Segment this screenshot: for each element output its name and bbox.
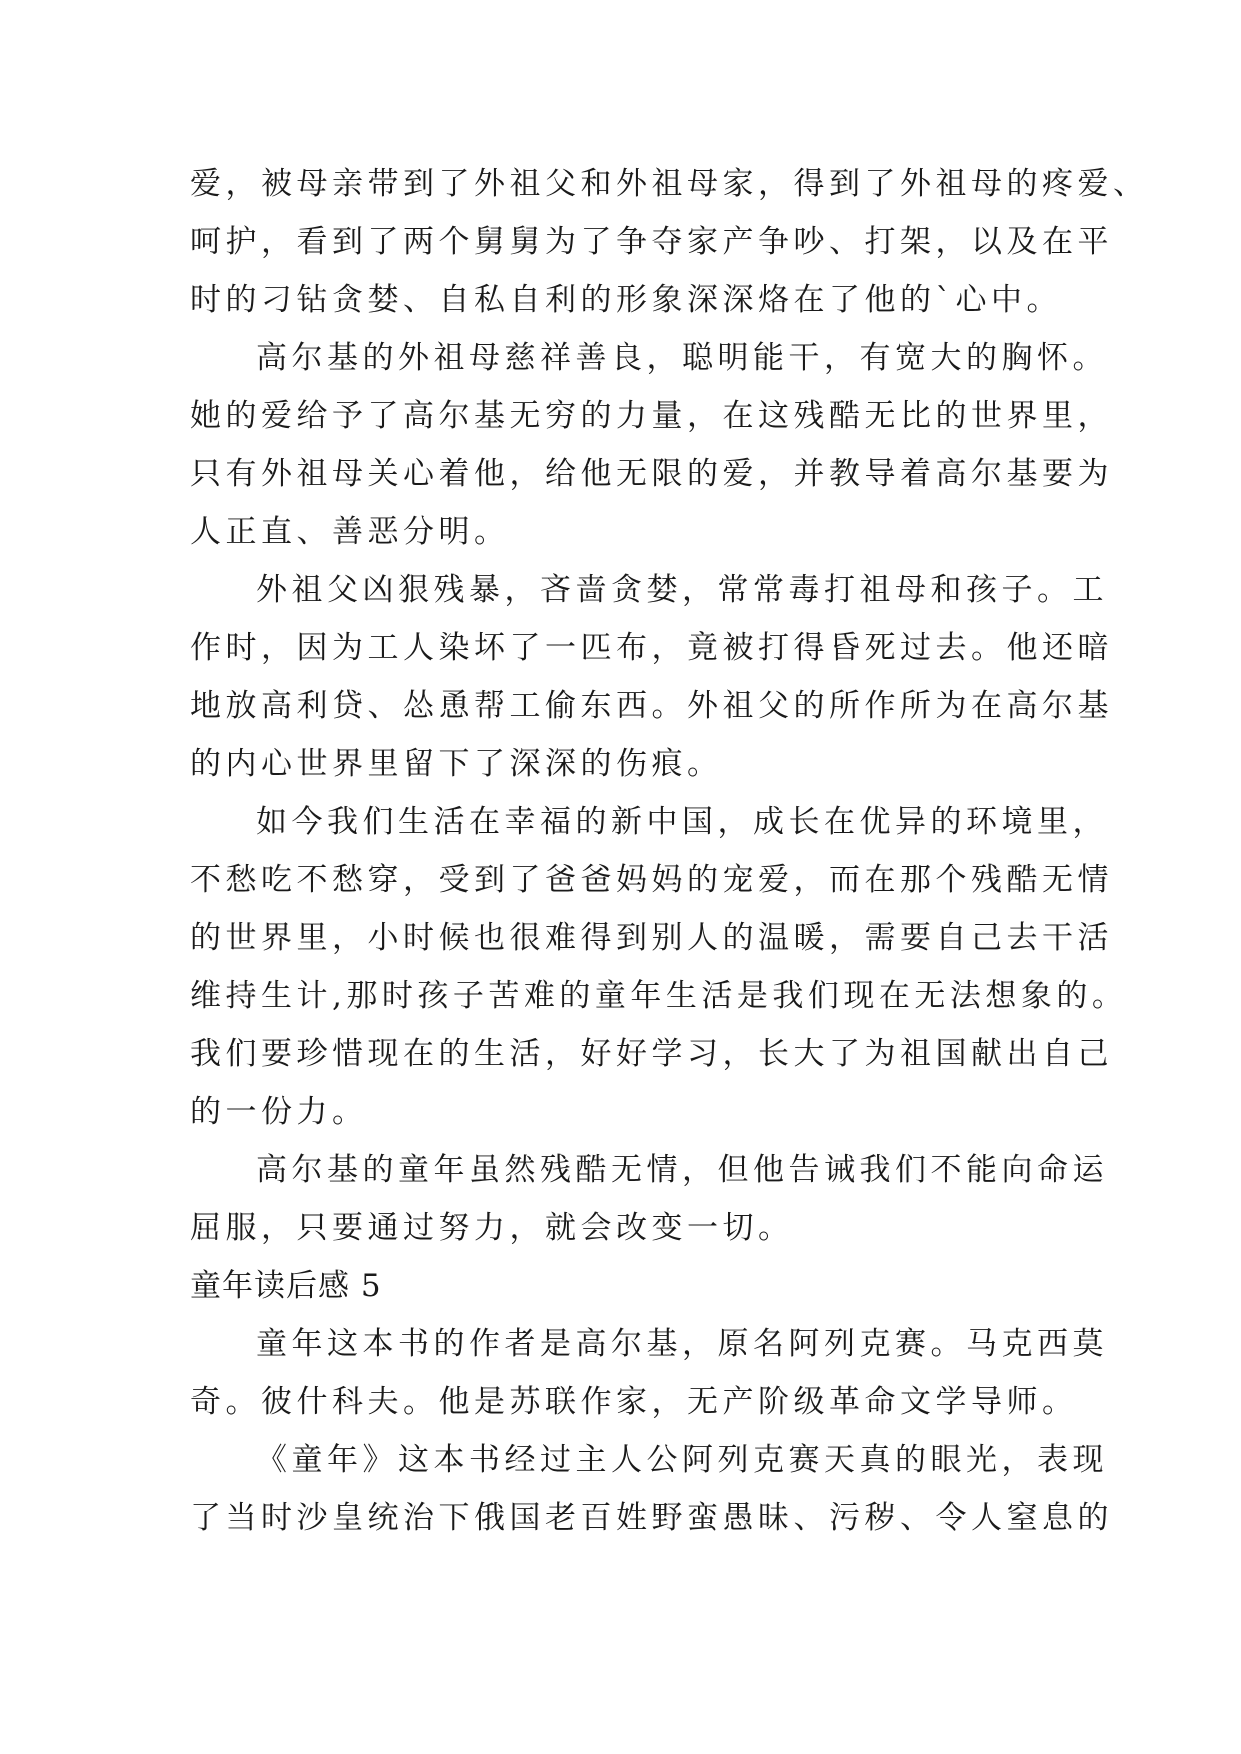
text-line: 爱，被母亲带到了外祖父和外祖母家，得到了外祖母的疼爱、 bbox=[190, 166, 1149, 202]
text-line: 屈服，只要通过努力，就会改变一切。 bbox=[190, 1210, 794, 1246]
text-line: 的世界里，小时候也很难得到别人的温暖，需要自己去干活 bbox=[190, 920, 1113, 956]
text-line: 我们要珍惜现在的生活，好好学习，长大了为祖国献出自己 bbox=[190, 1036, 1113, 1072]
text-line: 《童年》这本书经过主人公阿列克赛天真的眼光，表现 bbox=[256, 1442, 1108, 1478]
text-line: 地放高利贷、怂恿帮工偷东西。外祖父的所作所为在高尔基 bbox=[190, 688, 1113, 724]
paragraph-author bbox=[190, 1315, 1108, 1431]
text-line: 她的爱给予了高尔基无穷的力量，在这残酷无比的世界里， bbox=[190, 398, 1113, 434]
document-body bbox=[190, 155, 1149, 1547]
text-line: 人正直、善恶分明。 bbox=[190, 514, 510, 550]
paragraph-book bbox=[190, 1431, 1113, 1547]
text-line: 作时，因为工人染坏了一匹布，竟被打得昏死过去。他还暗 bbox=[190, 630, 1113, 666]
paragraph-continuation bbox=[190, 155, 1149, 329]
text-line: 童年这本书的作者是高尔基，原名阿列克赛。马克西莫 bbox=[256, 1326, 1108, 1362]
text-line: 高尔基的外祖母慈祥善良，聪明能干，有宽大的胸怀。 bbox=[256, 340, 1108, 376]
text-line: 高尔基的童年虽然残酷无情，但他告诫我们不能向命运 bbox=[256, 1152, 1108, 1188]
text-line: 外祖父凶狠残暴，吝啬贪婪，常常毒打祖母和孩子。工 bbox=[256, 572, 1108, 608]
text-line: 只有外祖母关心着他，给他无限的爱，并教导着高尔基要为 bbox=[190, 456, 1113, 492]
paragraph-grandfather bbox=[190, 561, 1113, 793]
text-line: 呵护，看到了两个舅舅为了争夺家产争吵、打架，以及在平 bbox=[190, 224, 1113, 260]
paragraph-today bbox=[190, 793, 1128, 1141]
text-line: 维持生计,那时孩子苦难的童年生活是我们现在无法想象的。 bbox=[190, 978, 1128, 1014]
text-line: 了当时沙皇统治下俄国老百姓野蛮愚昧、污秽、令人窒息的 bbox=[190, 1500, 1113, 1536]
text-line: 不愁吃不愁穿，受到了爸爸妈妈的宠爱，而在那个残酷无情 bbox=[190, 862, 1113, 898]
text-line: 的一份力。 bbox=[190, 1094, 368, 1130]
text-line: 的内心世界里留下了深深的伤痕。 bbox=[190, 746, 723, 782]
text-line: 如今我们生活在幸福的新中国，成长在优异的环境里， bbox=[256, 804, 1108, 840]
paragraph-grandmother bbox=[190, 329, 1113, 561]
paragraph-conclusion bbox=[190, 1141, 1108, 1257]
section-heading: 童年读后感 5 bbox=[190, 1268, 382, 1304]
text-line: 奇。彼什科夫。他是苏联作家，无产阶级革命文学导师。 bbox=[190, 1384, 1078, 1420]
text-line: 时的刁钻贪婪、自私自利的形象深深烙在了他的`心中。 bbox=[190, 282, 1062, 318]
